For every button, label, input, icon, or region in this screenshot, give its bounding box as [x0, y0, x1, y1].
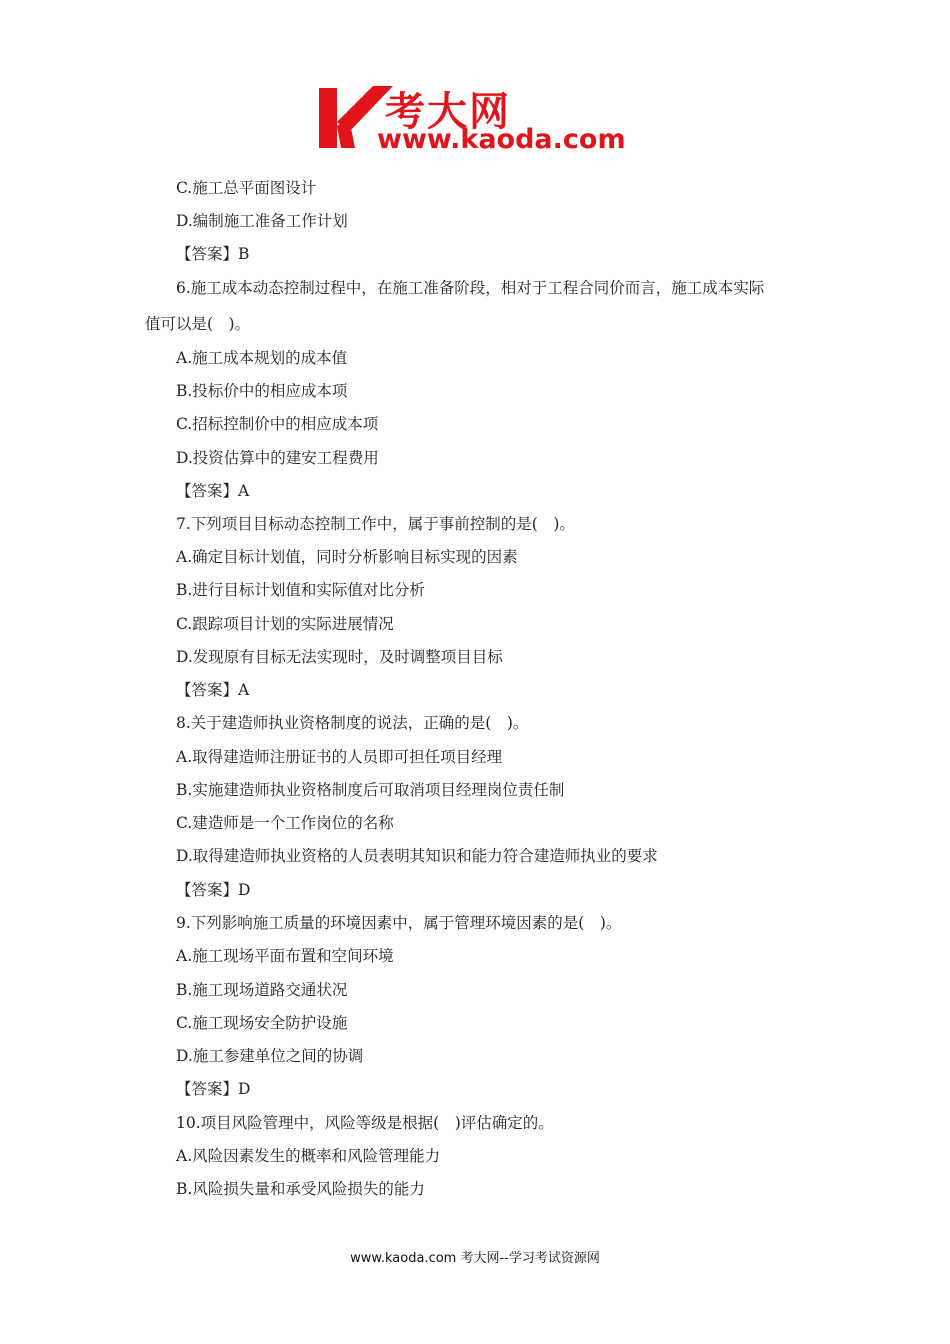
option-line: A.风险因素发生的概率和风险管理能力	[176, 1147, 441, 1165]
option-line: D.发现原有目标无法实现时，及时调整项目目标	[176, 648, 503, 666]
text-line: D.编制施工准备工作计划	[176, 212, 348, 230]
question-line: 值可以是( )。	[145, 315, 251, 333]
answer-line: 【答案】D	[176, 881, 251, 899]
option-line: D.施工参建单位之间的协调	[176, 1047, 364, 1065]
text-line: C.施工总平面图设计	[176, 179, 317, 197]
answer-line: 【答案】A	[176, 681, 250, 699]
logo-url-text: www.kaoda.com	[377, 124, 626, 155]
logo-chinese-text: 考大网	[385, 89, 511, 135]
option-line: B.实施建造师执业资格制度后可取消项目经理岗位责任制	[176, 781, 565, 799]
answer-line: 【答案】D	[176, 1080, 251, 1098]
option-line: C.建造师是一个工作岗位的名称	[176, 814, 394, 832]
question-line: 9.下列影响施工质量的环境因素中，属于管理环境因素的是( )。	[176, 914, 622, 932]
option-line: D.取得建造师执业资格的人员表明其知识和能力符合建造师执业的要求	[176, 847, 658, 865]
option-line: B.进行目标计划值和实际值对比分析	[176, 581, 425, 599]
option-line: B.风险损失量和承受风险损失的能力	[176, 1180, 425, 1198]
option-line: B.投标价中的相应成本项	[176, 382, 348, 400]
option-line: A.取得建造师注册证书的人员即可担任项目经理	[176, 748, 503, 766]
option-line: B.施工现场道路交通状况	[176, 981, 348, 999]
option-line: A.施工现场平面布置和空间环境	[176, 947, 394, 965]
option-line: A.施工成本规划的成本值	[176, 349, 348, 367]
page-footer: www.kaoda.com 考大网--学习考试资源网	[350, 1251, 600, 1266]
option-line: D.投资估算中的建安工程费用	[176, 449, 379, 467]
option-line: C.施工现场安全防护设施	[176, 1014, 348, 1032]
kaoda-logo	[315, 78, 645, 160]
question-line: 8.关于建造师执业资格制度的说法，正确的是( )。	[176, 714, 529, 732]
answer-line: 【答案】B	[176, 245, 250, 263]
question-line: 7.下列项目目标动态控制工作中，属于事前控制的是( )。	[176, 515, 575, 533]
answer-line: 【答案】A	[176, 482, 250, 500]
option-line: C.跟踪项目计划的实际进展情况	[176, 615, 394, 633]
question-line: 10.项目风险管理中，风险等级是根据( )评估确定的。	[176, 1114, 554, 1132]
option-line: A.确定目标计划值，同时分析影响目标实现的因素	[176, 548, 518, 566]
question-line: 6.施工成本动态控制过程中，在施工准备阶段，相对于工程合同价而言，施工成本实际	[176, 279, 765, 297]
option-line: C.招标控制价中的相应成本项	[176, 415, 379, 433]
